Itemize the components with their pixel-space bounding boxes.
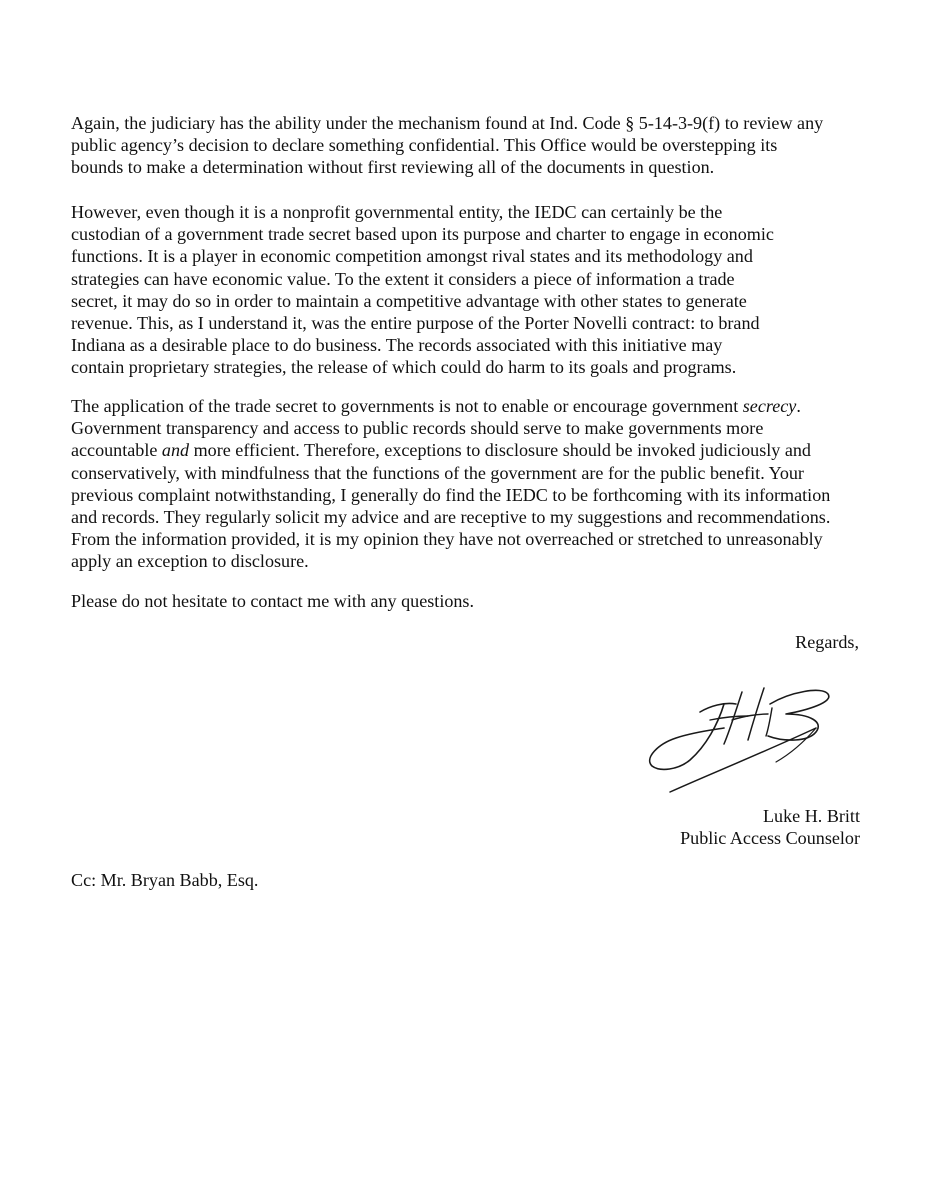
paragraph-line: revenue. This, as I understand it, was the entire purpose of the Porter Novelli contract: to brand <box>71 313 760 334</box>
text-run: The application of the trade secret to governments is not to enable or encourage government <box>71 396 743 416</box>
paragraph-line: Again, the judiciary has the ability under the mechanism found at Ind. Code § 5-14-3-9(f) to review any <box>71 113 824 133</box>
paragraph-line: custodian of a government trade secret based upon its purpose and charter to engage in economic <box>71 224 774 245</box>
paragraph-line: Government transparency and access to public records should serve to make governments more <box>71 418 764 439</box>
handwritten-signature <box>640 684 840 804</box>
paragraph-line: and records. They regularly solicit my advice and are receptive to my suggestions and recommendations. <box>71 507 831 528</box>
text-run: . <box>796 396 801 416</box>
paragraph-iedc-trade-secret <box>71 201 871 379</box>
signer-name: Luke H. Britt <box>763 806 860 826</box>
paragraph-line: Please do not hesitate to contact me with any questions. <box>71 591 475 611</box>
text-run: more efficient. Therefore, exceptions to disclosure should be invoked judiciously and <box>189 440 811 461</box>
paragraph-line: Indiana as a desirable place to do business. The records associated with this initiative may <box>71 335 723 356</box>
italic-and: and <box>161 440 190 461</box>
text-run: accountable <box>71 440 162 461</box>
paragraph-line <box>71 439 871 461</box>
paragraph-line: From the information provided, it is my opinion they have not overreached or stretched to unreasonably <box>71 529 823 550</box>
paragraph-line: apply an exception to disclosure. <box>71 551 309 572</box>
paragraph-contact <box>71 590 871 612</box>
paragraph-transparency <box>71 395 871 573</box>
paragraph-line: strategies can have economic value. To the extent it considers a piece of information a trade <box>71 268 735 289</box>
paragraph-line: previous complaint notwithstanding, I generally do find the IEDC to be forthcoming with its information <box>71 484 831 505</box>
signature-block <box>680 805 860 849</box>
paragraph-line: contain proprietary strategies, the release of which could do harm to its goals and programs. <box>71 357 737 378</box>
paragraph-line <box>71 395 871 417</box>
paragraph-line: bounds to make a determination without first reviewing all of the documents in question. <box>71 157 715 178</box>
paragraph-line: secret, it may do so in order to maintain a competitive advantage with other states to generate <box>71 290 747 311</box>
paragraph-judiciary-review <box>71 112 871 179</box>
cc-line: Cc: Mr. Bryan Babb, Esq. <box>71 870 259 890</box>
paragraph-line: However, even though it is a nonprofit governmental entity, the IEDC can certainly be the <box>71 202 723 222</box>
paragraph-line: functions. It is a player in economic competition amongst rival states and its methodology and <box>71 246 753 267</box>
signer-title: Public Access Counselor <box>680 828 860 849</box>
italic-secrecy: secrecy <box>742 396 797 416</box>
paragraph-line: conservatively, with mindfulness that the functions of the government are for the public benefit. Your <box>71 462 804 483</box>
paragraph-line: public agency’s decision to declare something confidential. This Office would be overstepping its <box>71 135 778 156</box>
closing-regards: Regards, <box>795 632 859 652</box>
